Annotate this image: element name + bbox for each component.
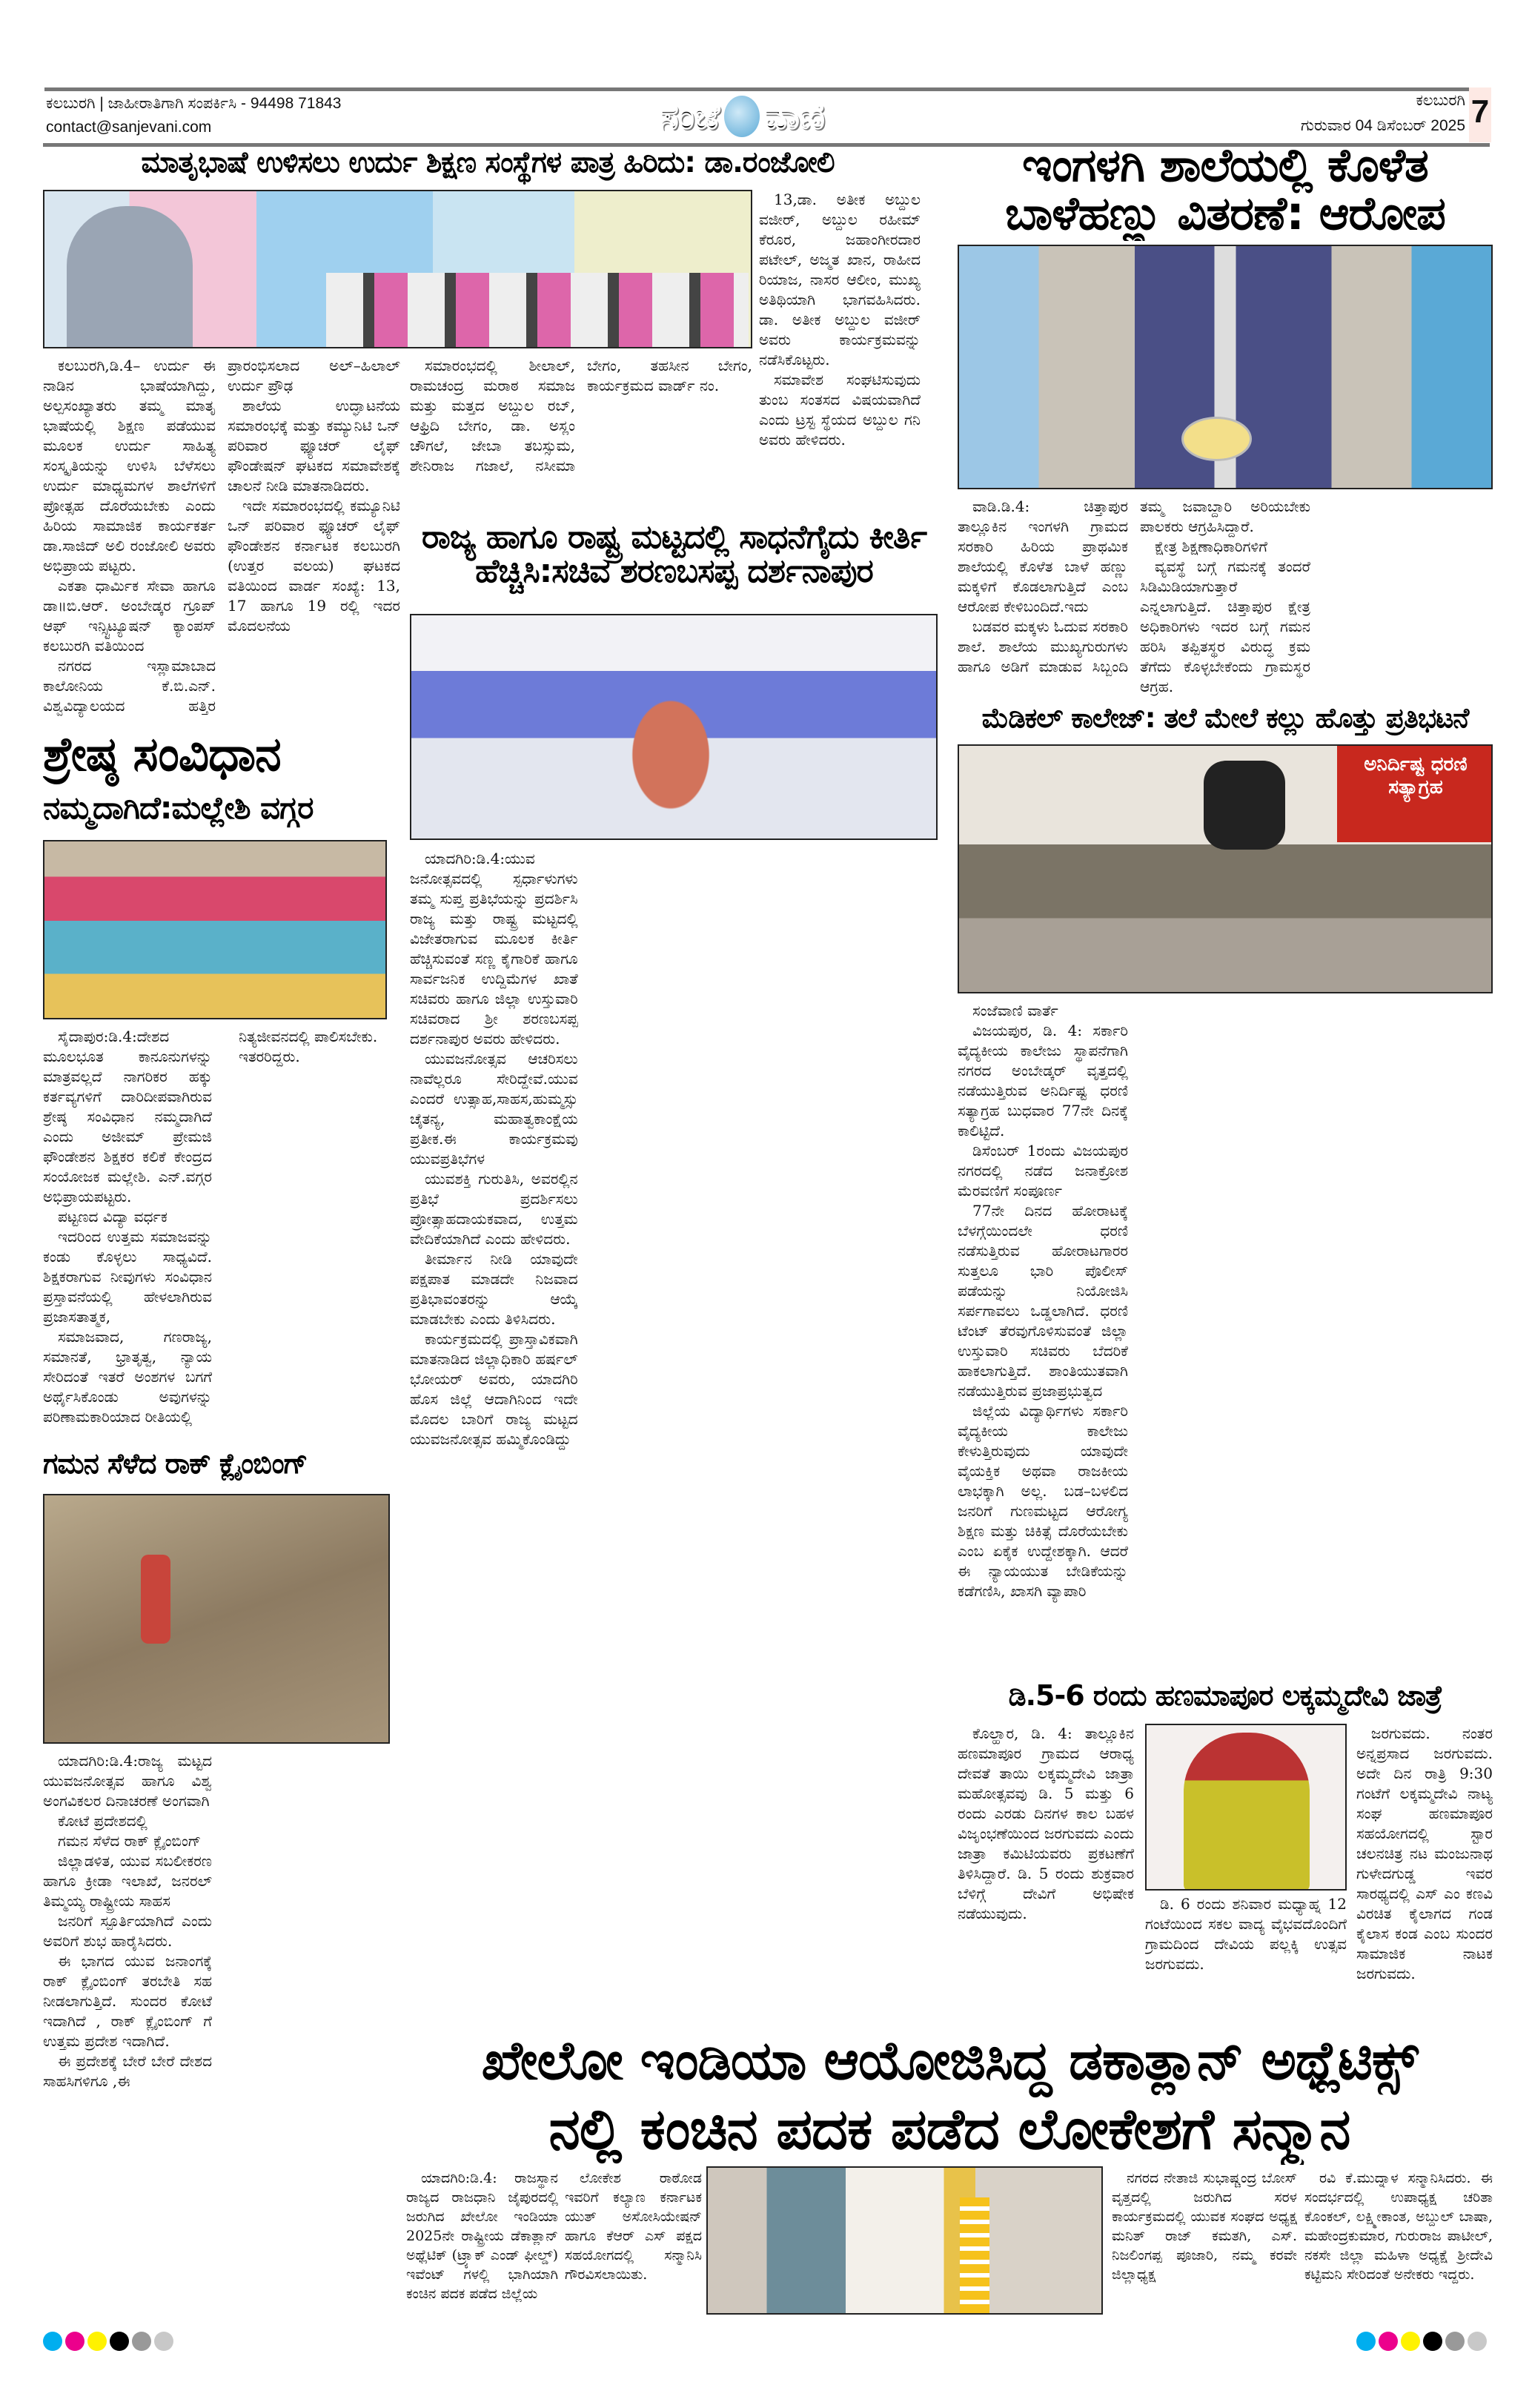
jatre-under [1145, 1894, 1347, 2024]
paragraph: ವ್ಯವಸ್ಥೆ ಬಗ್ಗೆ ಗಮನಕ್ಕೆ ತಂದರೆ ಸಿಡಿಮಿಡಿಯಾಗುತ್ತಾರೆ ಎನ್ನಲಾಗುತ್ತಿದೆ. ಚಿತ್ತಾಪುರ ಕ್ಷೇತ್ರ ಅಧಿಕಾರಿಗಳು ಇದರ ಬಗ್ಗೆ ಗಮನ ಹರಿಸಿ ತಪ್ಪಿತಸ್ಥರ ವಿರುದ್ಧ ಕ್ರಮ ತೆಗೆದು ಕೊಳ್ಳಬೇಕೆಂದು ಗ್ರಾಮಸ್ಥರ ಆಗ್ರಹ. [1140, 558, 1310, 695]
paragraph: ಸಮಾರಂಭದಲ್ಲಿ ಶೀಲಾಲ್, ರಾಮಚಂದ್ರ ಮರಾಠ ಸಮಾಜ ಮತ್ತು ಮತ್ತದ ಅಬ್ದುಲ ರಬ್, ಆಫ್ರಿದಿ ಬೇಗಂ, ಡಾ. ಅಸ್ಲಂ ಚೌಗಲೆ, ಜೇಬಾ ತಬಸ್ಸುಮ, ಶೇನಿರಾಜ ಗಜಾಲೆ, ನಸೀಮಾ ಬೇಗಂ, ತಹಸೀನ ಬೇಗಂ, ಕಾರ್ಯಕ್ರಮದ ವಾರ್ಡ್ ನಂ. [410, 357, 752, 474]
medical-body [958, 1001, 1493, 1676]
paragraph: ನಿತ್ಯಜೀವನದಲ್ಲಿ ಪಾಲಿಸಬೇಕು. [239, 1028, 378, 1045]
registration-dot [132, 2332, 151, 2351]
khelo-col4 [1304, 2169, 1493, 2321]
headline-medical-college: ಮೆಡಿಕಲ್ ಕಾಲೇಜ್: ತಲೆ ಮೇಲೆ ಕಲ್ಲು ಹೊತ್ತು ಪ್ರತಿಭಟನೆ [981, 704, 1469, 734]
climber-figure [141, 1555, 170, 1644]
masthead-logo [660, 90, 825, 142]
paragraph: ಲೋಕೇಶ ರಾಠೋಡ ಇವರಿಗೆ ಕಲ್ಯಾಣ ಕರ್ನಾಟಕ ಯುತ್ ಅಸೋಸಿಯೇಷನ್ ಹಾಗೂ ಕೆಆರ್ ಎಸ್ ಪಕ್ಷದ ಸಹಯೋಗದಲ್ಲಿ ಸನ್ಮಾನಿಸಿ ಗೌರವಿಸಲಾಯಿತು. [565, 2170, 702, 2283]
paragraph: ಪಟ್ಟಣದ ವಿದ್ಯಾ ವರ್ಧಕ [58, 1208, 168, 1226]
page-number: 7 [1469, 87, 1491, 142]
paragraph: ಇದೇ ಸಮಾರಂಭದಲ್ಲಿ ಕಮ್ಯೂನಿಟಿ ಒನ್ ಪರಿವಾರ ಫ್ಯೂಚರ್ ಲೈಫ್ ಫೌಂಡೇಶನ ಕರ್ನಾಟಕ ಕಲಬುರಗಿ (ಉತ್ತರ ವಲಯ) ಘಟಕದ ವತಿಯಿಂದ ವಾರ್ಡ ಸಂಖ್ಯೆ: 13, 17 ಹಾಗೂ 19 ರಲ್ಲಿ ಇದರ ಮೊದಲನೆಯ [228, 497, 400, 635]
khelo-col2 [565, 2169, 702, 2321]
deity-figure [1184, 1733, 1310, 1891]
paragraph: ಡಿಸೆಂಬರ್ 1ರಂದು ವಿಜಯಪುರ ನಗರದಲ್ಲಿ ನಡೆದ ಜನಾಕ್ರೋಶ ಮೆರವಣಿಗೆ ಸಂಪೂರ್ಣ [958, 1142, 1128, 1200]
paragraph: 77ನೇ ದಿನದ ಹೋರಾಟಕ್ಕೆ ಬೆಳಗ್ಗೆಯಿಂದಲೇ ಧರಣಿ ನಡೆಸುತ್ತಿರುವ ಹೋರಾಟಗಾರರ ಸುತ್ತಲೂ ಭಾರಿ ಪೊಲೀಸ್ ಪಡೆಯನ್ನು ನಿಯೋಜಿಸಿ ಸರ್ಪಗಾವಲು ಒಡ್ಡಲಾಗಿದೆ. ಧರಣಿ ಟೆಂಟ್ ತೆರವುಗೊಳಿಸುವಂತೆ ಜಿಲ್ಲಾ ಉಸ್ತುವಾರಿ ಸಚಿವರು ಬೆದರಿಕೆ ಹಾಕಲಾಗುತ್ತಿದೆ. ಶಾಂತಿಯುತವಾಗಿ ನಡೆಯುತ್ತಿರುವ ಪ್ರಜಾಪ್ರಭುತ್ವದ [958, 1202, 1128, 1400]
registration-dot [65, 2332, 84, 2351]
paragraph: ನಗರದ ನೇತಾಜಿ ಸುಭಾಷ್ಚಂದ್ರ ಬೋಸ್ ವೃತ್ತದಲ್ಲಿ ಜರುಗಿದ ಸರಳ ಕಾರ್ಯಕ್ರಮದಲ್ಲಿ ಯುವಕ ಸಂಘದ ಅಧ್ಯಕ್ಷ ಮನಿತ್ ರಾಜ್ ಕಮತಗಿ, ಎಸ್. ನಿಜಲಿಂಗಪ್ಪ ಪೂಜಾರಿ, ನಮ್ಮ ಕರವೇ ಜಿಲ್ಲಾಧ್ಯಕ್ಷ [1112, 2170, 1297, 2283]
paragraph: ಈ ಭಾಗದ ಯುವ ಜನಾಂಗಕ್ಕೆ ರಾಕ್ ಕ್ಲೈಂಬಿಂಗ್ ತರಬೇತಿ ಸಹ ನೀಡಲಾಗುತ್ತಿದೆ. ಸುಂದರ ಕೋಟೆ ಇದಾಗಿದೆ , ರಾಕ್ ಕ್ಲೈಂಬಿಂಗ್ ಗೆ ಉತ್ತಮ ಪ್ರದೇಶ ಇದಾಗಿದೆ. [43, 1952, 212, 2050]
urdu-body-right [410, 356, 752, 513]
paragraph: ಸಮಾಜವಾದ, ಗಣರಾಜ್ಯ, ಸಮಾನತೆ, ಭ್ರಾತೃತ್ವ, ನ್ಯಾಯ ಸೇರಿದಂತೆ ಇತರೆ ಅಂಶಗಳ ಬಗಗೆ ಅರ್ಥೈಸಿಕೊಂಡು ಅವುಗಳನ್ನು ಪರಿಣಾಮಕಾರಿಯಾದ ರೀತಿಯಲ್ಲಿ [43, 1328, 212, 1426]
paragraph: ಕಲಬುರಗಿ,ಡಿ.4– ಉರ್ದು ಈ ನಾಡಿನ ಭಾಷೆಯಾಗಿದ್ದು, ಅಲ್ಪಸಂಖ್ಯಾತರು ತಮ್ಮ ಮಾತೃ ಭಾಷೆಯಲ್ಲಿ ಶಿಕ್ಷಣ ಪಡೆಯುವ ಮೂಲಕ ಉರ್ದು ಸಾಹಿತ್ಯ ಸಂಸ್ಕೃತಿಯನ್ನು ಉಳಿಸಿ ಬೆಳೆಸಲು ಉರ್ದು ಮಾಧ್ಯಮಗಳ ಶಾಲೆಗಳಿಗೆ ಪ್ರೋತ್ಸಹ ದೊರೆಯಬೇಕು ಎಂದು ಹಿರಿಯ ಸಾಮಾಜಿಕ ಕಾರ್ಯಕರ್ತ ಡಾ.ಸಾಜಿದ್ ಅಲಿ ರಂಜೋಲಿ ಅವರು ಅಭಿಪ್ರಾಯ ಪಟ್ಟರು. [43, 357, 216, 575]
paragraph: ಇತರರಿದ್ದರು. [239, 1048, 300, 1065]
photo-khelo-felicitation [706, 2166, 1103, 2315]
logo-text-left: ಸಂಜೆ [660, 95, 720, 137]
paragraph: ಡಿ. 6 ರಂದು ಶನಿವಾರ ಮಧ್ಯಾಹ್ನ 12 ಗಂಟೆಯಿಂದ ಸಕಲ ವಾದ್ಯ ವೈಭವದೊಂದಿಗೆ ಗ್ರಾಮದಿಂದ ದೇವಿಯ ಪಲ್ಲಕ್ಕಿ ಉತ್ಸವ ಜರಗುವದು. [1145, 1895, 1347, 1973]
jatre-right [1356, 1724, 1493, 2024]
paragraph: ಸಂಜೆವಾಣಿ ವಾರ್ತೆ [972, 1002, 1058, 1019]
registration-marks-left [43, 2332, 176, 2354]
headline-samvidhana-2: ನಮ್ಮದಾಗಿದೆ:ಮಲ್ಲೇಶಿ ವಗ್ಗರ [43, 792, 314, 826]
header-city: ಕಲಬುರಗಿ [1416, 92, 1465, 109]
photo-medical-protest [958, 744, 1493, 993]
paragraph: ಕೊಲ್ಹಾರ, ಡಿ. 4: ತಾಲ್ಲೂಕಿನ ಹಣಮಾಪೂರ ಗ್ರಾಮದ ಆರಾಧ್ಯ ದೇವತೆ ತಾಯಿ ಲಕ್ಕಮ್ಮದೇವಿ ಜಾತ್ರಾ ಮಹೋತ್ಸವವು ಡಿ. 5 ಮತ್ತು 6 ರಂದು ಎರಡು ದಿನಗಳ ಕಾಲ ಬಹಳ ವಿಜೃಂಭಣೆಯಿಂದ ಜರಗುವದು ಎಂದು ಜಾತ್ರಾ ಕಮಿಟಿಯವರು ಪ್ರಕಟಣೆಗೆ ತಿಳಿಸಿದ್ದಾರೆ. ಡಿ. 5 ರಂದು ಶುಕ್ರವಾರ ಬೆಳಿಗ್ಗೆ ದೇವಿಗೆ ಅಭಿಷೇಕ ನಡೆಯುವುದು. [958, 1724, 1134, 1922]
paragraph: ಇದರಿಂದ ಉತ್ತಮ ಸಮಾಜವನ್ನು ಕಂಡು ಕೊಳ್ಳಲು ಸಾಧ್ಯವಿದೆ. ಶಿಕ್ಷಕರಾಗುವ ನೀವುಗಳು ಸಂವಿಧಾನ ಪ್ರಸ್ತಾವನೆಯಲ್ಲಿ ಹೇಳಲಾಗಿರುವ ಪ್ರಜಾಸತಾತ್ಮಕ, [43, 1228, 212, 1326]
jatre-left [958, 1724, 1134, 2024]
paragraph: ಸಮಾವೇಶ ಸಂಘಟಿಸುವುದು ತುಂಬ ಸಂತಸದ ವಿಷಯವಾಗಿದೆ ಎಂದು ಟ್ರಸ್ಟ ಸ್ಥೆಯದ ಅಬ್ದುಲ ಗನಿ ಅವರು ಹೇಳಿದರು. [759, 371, 921, 449]
paragraph: ಬಡವರ ಮಕ್ಕಳು ಓದುವ ಸರಕಾರಿ ಶಾಲೆ. ಶಾಲೆಯ ಮುಖ್ಯಗುರುಗಳು ಹಾಗೂ ಅಡಿಗೆ ಮಾಡುವ ಸಿಬ್ಬಂದಿ ತಮ್ಮ ಜವಾಬ್ದಾರಿ ಅರಿಯಬೇಕು ಪಾಲಕರು ಆಗ್ರಹಿಸಿದ್ದಾರೆ. [958, 497, 1310, 675]
paragraph: ಜರಗುವದು. ನಂತರ ಅನ್ನಪ್ರಸಾದ ಜರಗುವದು. ಅದೇ ದಿನ ರಾತ್ರಿ 9:30 ಗಂಟೆಗೆ ಲಕ್ಕಮ್ಮದೇವಿ ನಾಟ್ಯ ಸಂಘ ಹಣಮಾಪೂರ ಸಹಯೋಗದಲ್ಲಿ ಸ್ಟಾರ ಚಲನಚಿತ್ರ ನಟ ಮಂಜುನಾಥ ಗುಳೇದಗುಡ್ಡ ಇವರ ಸಾರಥ್ಯದಲ್ಲಿ ಎಸ್ ಎಂ ಕಣವಿ ವಿರಚಿತ ಕೈಲಾಗದ ಗಂಡ ಕೈಲಾಸ ಕಂಡ ಎಂಬ ಸುಂದರ ಸಾಮಾಜಿಕ ನಾಟಕ ಜರಗುವದು. [1356, 1724, 1493, 1982]
headline-yuvajanotsava: ರಾಜ್ಯ ಹಾಗೂ ರಾಷ್ಟ್ರ ಮಟ್ಟದಲ್ಲಿ ಸಾಧನೆಗೈದು ಕೀರ್ತಿ ಹೆಚ್ಚಿಸಿ:ಸಚಿವ ಶರಣಬಸಪ್ಪ ದರ್ಶನಾಪುರ [421, 520, 927, 591]
paragraph: ರವಿ ಕೆ.ಮುದ್ನಾಳ ಸನ್ಮಾನಿಸಿದರು. ಈ ಸಂದರ್ಭದಲ್ಲಿ ಉಪಾಧ್ಯಕ್ಷ ಚರಿತಾ ಕೊಂಕಲ್, ಲಕ್ಷ್ಮೀಕಾಂತ, ಅಬ್ದುಲ್ ಬಾಷಾ, ಮಹೇಂದ್ರಕುಮಾರ, ಗುರುರಾಜ ಪಾಟೀಲ್, ನಕಸೇ ಜಿಲ್ಲಾ ಮಹಿಳಾ ಅಧ್ಯಕ್ಷೆ ಶ್ರೀದೇವಿ ಕಟ್ಟಿಮನಿ ಸೇರಿದಂತೆ ಅನೇಕರು ಇದ್ದರು. [1304, 2170, 1493, 2283]
paragraph: ಜಿಲ್ಲಾಡಳಿತ, ಯುವ ಸಬಲೀಕರಣ ಹಾಗೂ ಕ್ರೀಡಾ ಇಲಾಖೆ, ಜನರಲ್ ತಿಮ್ಮಯ್ಯ ರಾಷ್ಟ್ರೀಯ ಸಾಹಸ [43, 1852, 212, 1910]
paragraph: ಕ್ಷೇತ್ರ ಶಿಕ್ಷಣಾಧಿಕಾರಿಗಳಿಗೆ [1155, 538, 1267, 555]
registration-dot [154, 2332, 173, 2351]
headline-rock-climbing: ಗಮನ ಸೆಳೆದ ರಾಕ್ ಕ್ಲೈಂಬಿಂಗ್ [43, 1449, 308, 1480]
paragraph: 13,ಡಾ. ಅತೀಕ ಅಬ್ದುಲ ವಜೀರ್, ಅಬ್ದುಲ ರಹೀಮ್ ಕೆರೂರ, ಜಹಾಂಗೀರದಾರ ಪಟೇಲ್, ಅಜ್ಮತ ಖಾನ, ರಾಹೀದ ರಿಯಾಜ, ನಾಸರ ಆಲೀಂ, ಮುಖ್ಯ ಅತಿಥಿಯಾಗಿ ಭಾಗವಹಿಸಿದರು. ಡಾ. ಅತೀಕ ಅಬ್ದುಲ ವಜೀರ್ ಅವರು ಕಾರ್ಯಕ್ರಮವನ್ನು ನಡೆಸಿಕೊಟ್ಟರು. [759, 191, 921, 368]
headline-samvidhana-1: ಶ್ರೇಷ್ಠ ಸಂವಿಧಾನ [43, 730, 281, 782]
urdu-body-left [43, 356, 400, 724]
paragraph: ನಗರದ ಇಸ್ಲಾಮಾಬಾದ ಕಾಲೋನಿಯ ಕೆ.ಬಿ.ಎನ್. ವಿಶ್ವವಿದ್ಯಾಲಯದ ಹತ್ತಿರ ಪ್ರಾರಂಭಿಸಲಾದ ಅಲ್–ಹಿಲಾಲ್ ಉರ್ದು ಪ್ರೌಢ [43, 357, 400, 715]
photo-yuvajanotsava-stage [410, 614, 938, 840]
photo-urdu-event [43, 190, 752, 348]
banana-body [958, 497, 1493, 698]
rock-body [43, 1751, 393, 2318]
speaker-figure [67, 206, 193, 348]
registration-dot [1445, 2332, 1465, 2351]
paragraph: ಶಾಲೆಯ ಉದ್ಘಾಟನೆಯ ಸಮಾರಂಭಕ್ಕೆ ಮತ್ತು ಕಮ್ಯುನಿಟಿ ಒನ್ ಪರಿವಾರ ಫ್ಯೂಚರ್ ಲೈಫ್ ಫೌಂಡೇಷನ್ ಘಟಕದ ಸಮಾವೇಶಕ್ಕೆ ಚಾಲನೆ ನೀಡಿ ಮಾತನಾಡಿದರು. [228, 397, 400, 494]
protest-banner: ಅನಿರ್ದಿಷ್ಟ ಧರಣಿ ಸತ್ಯಾಗ್ರಹ [1337, 746, 1493, 842]
paragraph: ವಾಡಿ.ಡಿ.4: ಚಿತ್ತಾಪುರ ತಾಲ್ಲೂಕಿನ ಇಂಗಳಗಿ ಗ್ರಾಮದ ಸರಕಾರಿ ಹಿರಿಯ ಪ್ರಾಥಮಿಕ ಶಾಲೆಯಲ್ಲಿ ಕೊಳೆತ ಬಾಳೆ ಹಣ್ಣು ಮಕ್ಕಳಿಗೆ ಕೊಡಲಾಗುತ್ತಿದೆ ಎಂಬ ಆರೋಪ ಕೇಳಿಬಂದಿದೆ.ಇದು [958, 497, 1128, 615]
urdu-side-column [759, 190, 921, 513]
paragraph: ಕಾರ್ಯಕ್ರಮದಲ್ಲಿ ಪ್ರಾಸ್ತಾವಿಕವಾಗಿ ಮಾತನಾಡಿದ ಜಿಲ್ಲಾಧಿಕಾರಿ ಹರ್ಷಲ್ ಭೋಯರ್ ಅವರು, ಯಾದಗಿರಿ ಹೊಸ ಜಿಲ್ಲೆ ಆದಾಗಿನಿಂದ ಇದೇ ಮೊದಲ ಬಾರಿಗೆ ರಾಜ್ಯ ಮಟ್ಟದ ಯುವಜನೋತ್ಸವ ಹಮ್ಮಿಕೊಂಡಿದ್ದು [410, 1330, 578, 1448]
photo-school-children [958, 245, 1493, 489]
fist-icon [1204, 761, 1285, 850]
header-date: ಗುರುವಾರ 04 ಡಿಸೆಂಬರ್ 2025 [1300, 117, 1465, 134]
paragraph: ಜನರಿಗೆ ಸ್ಪೂರ್ತಿಯಾಗಿದೆ ಎಂದು ಅವರಿಗೆ ಶುಭ ಹಾರೈಸಿದರು. [43, 1912, 212, 1950]
paragraph: ಯಾದಗಿರಿ:ಡಿ.4:ರಾಜ್ಯ ಮಟ್ಟದ ಯುವಜನೋತ್ಸವ ಹಾಗೂ ವಿಶ್ವ ಅಂಗವಿಕಲರ ದಿನಾಚರಣೆ ಅಂಗವಾಗಿ [43, 1752, 212, 1810]
paragraph: ಕೋಟೆ ಪ್ರದೇಶದಲ್ಲಿ [58, 1812, 147, 1830]
garland [960, 2197, 989, 2315]
paragraph: ಈ ಪ್ರದೇಶಕ್ಕೆ ಬೇರೆ ಬೇರೆ ದೇಶದ ಸಾಹಸಿಗಳಿಗೂ ,ಈ [43, 2052, 212, 2090]
registration-dot [43, 2332, 62, 2351]
paragraph: ವಿಜಯಪುರ, ಡಿ. 4: ಸರ್ಕಾರಿ ವೈದ್ಯಕೀಯ ಕಾಲೇಜು ಸ್ಥಾಪನೆಗಾಗಿ ನಗರದ ಅಂಬೇಡ್ಕರ್ ವೃತ್ತದಲ್ಲಿ ನಡೆಯುತ್ತಿರುವ ಅನಿರ್ದಿಷ್ಟ ಧರಣಿ ಸತ್ಯಾಗ್ರಹ ಬುಧವಾರ 77ನೇ ದಿನಕ್ಕೆ ಕಾಲಿಟ್ಟಿದೆ. [958, 1022, 1128, 1140]
audience-row [326, 273, 749, 348]
headline-khelo-2: ನಲ್ಲಿ ಕಂಚಿನ ಪದಕ ಪಡೆದ ಲೋಕೇಶಗೆ ಸನ್ಮಾನ [548, 2100, 1350, 2162]
registration-dot [1423, 2332, 1442, 2351]
registration-dot [87, 2332, 107, 2351]
header-email[interactable]: contact@sanjevani.com [46, 119, 212, 136]
registration-dot [1401, 2332, 1420, 2351]
globe-icon [724, 96, 760, 137]
header-contact-line: ಕಲಬುರಗಿ | ಜಾಹೀರಾತಿಗಾಗಿ ಸಂಪರ್ಕಿಸಿ - 94498 71843 [46, 95, 342, 112]
photo-lakkammadevi [1145, 1724, 1347, 1891]
paragraph: ಜಿಲ್ಲೆಯ ವಿದ್ಯಾರ್ಥಿಗಳು ಸರ್ಕಾರಿ ವೈದ್ಯಕೀಯ ಕಾಲೇಜು ಕೇಳುತ್ತಿರುವುದು ಯಾವುದೇ ವೈಯಕ್ತಿಕ ಅಥವಾ ರಾಜಕೀಯ ಲಾಭಕ್ಕಾಗಿ ಅಲ್ಲ. ಬಡ–ಬಳಲಿದ ಜನರಿಗೆ ಗುಣಮಟ್ಟದ ಆರೋಗ್ಯ ಶಿಕ್ಷಣ ಮತ್ತು ಚಿಕಿತ್ಸೆ ದೊರೆಯಬೇಕು ಎಂಬ ಏಕೈಕ ಉದ್ದೇಶಕ್ಕಾಗಿ. ಆದರೆ ಈ ನ್ಯಾಯಯುತ ಬೇಡಿಕೆಯನ್ನು ಕಡೆಗಣಿಸಿ, ಖಾಸಗಿ ವ್ಯಾಪಾರಿ [958, 1402, 1128, 1600]
registration-dot [1468, 2332, 1487, 2351]
human-pyramid [582, 630, 760, 838]
paragraph: ಗಮನ ಸೆಳೆದ ರಾಕ್ ಕ್ಲೈಂಬಿಂಗ್ [58, 1832, 202, 1850]
paragraph: ಸೈದಾಪುರ:ಡಿ.4:ದೇಶದ ಮೂಲಭೂತ ಕಾನೂನುಗಳನ್ನು ಮಾತ್ರವಲ್ಲದೆ ನಾಗರಿಕರ ಹಕ್ಕು ಕರ್ತವ್ಯಗಳಿಗೆ ದಾರಿದೀಪವಾಗಿರುವ ಶ್ರೇಷ್ಠ ಸಂವಿಧಾನ ನಮ್ಮದಾಗಿದೆ ಎಂದು ಅಜೀಮ್ ಪ್ರೇಮಜಿ ಫೌಂಡೇಶನ ಶಿಕ್ಷಕರ ಕಲಿಕೆ ಕೇಂದ್ರದ ಸಂಯೋಜಕ ಮಲ್ಲೇಶಿ. ಎನ್.ವಗ್ಗರ ಅಭಿಪ್ರಾಯಪಟ್ಟರು. [43, 1028, 212, 1205]
headline-khelo-1: ಖೇಲೋ ಇಂಡಿಯಾ ಆಯೋಜಿಸಿದ್ದ ಡಕಾತ್ಲಾನ್ ಅಥ್ಲೆಟಿಕ್ಸ್ [481, 2033, 1418, 2091]
headline-urdu: ಮಾತೃಭಾಷೆ ಉಳಿಸಲು ಉರ್ದು ಶಿಕ್ಷಣ ಸಂಸ್ಥೆಗಳ ಪಾತ್ರ ಹಿರಿದು: ಡಾ.ರಂಜೋಲಿ [141, 148, 835, 179]
khelo-col1 [406, 2169, 558, 2321]
photo-samvidhana-group [43, 840, 387, 1019]
bowl-of-bananas [1181, 417, 1252, 461]
paragraph: ಯಾದಗಿರಿ:ಡಿ.4: ರಾಜಸ್ಥಾನ ರಾಜ್ಯದ ರಾಜಧಾನಿ ಜೈಪುರದಲ್ಲಿ ಜರುಗಿದ ಖೇಲೋ ಇಂಡಿಯಾ 2025ನೇ ರಾಷ್ಟ್ರೀಯ ಡೆಕಾತ್ಲಾನ್ ಅಥ್ಲೆಟಿಕ್ (ಟ್ರ್ಯಾಕ್ ಎಂಡ್ ಫೀಲ್ಡ್) ಇವೆಂಟ್ ಗಳಲ್ಲಿ ಭಾಗಿಯಾಗಿ ಕಂಚಿನ ಪದಕ ಪಡೆದ ಜಿಲ್ಲೆಯ [406, 2170, 558, 2302]
logo-text-right: ವಾಣಿ [763, 95, 825, 137]
photo-rock-climbing [43, 1494, 390, 1744]
samvidhana-body [43, 1027, 393, 1442]
registration-marks-right [1356, 2332, 1490, 2354]
registration-dot [1379, 2332, 1398, 2351]
yuvajanotsava-body [410, 849, 938, 2024]
registration-dot [110, 2332, 129, 2351]
paragraph: ಯುವಜನೋತ್ಸವ ಆಚರಿಸಲು ನಾವೆಲ್ಲರೂ ಸೇರಿದ್ದೇವೆ.ಯುವ ಎಂದರೆ ಉತ್ಸಾಹ,ಸಾಹಸ,ಹುಮ್ಮಸ್ಸು ಚೈತನ್ಯ, ಮಹಾತ್ವಕಾಂಕ್ಷೆಯ ಪ್ರತೀಕ.ಈ ಕಾರ್ಯಕ್ರಮವು ಯುವಪ್ರತಿಭೆಗಳ [410, 1050, 578, 1168]
paragraph: ತೀರ್ಮಾನ ನೀಡಿ ಯಾವುದೇ ಪಕ್ಷಪಾತ ಮಾಡದೇ ನಿಜವಾದ ಪ್ರತಿಭಾವಂತರನ್ನು ಆಯ್ಕೆ ಮಾಡಬೇಕು ಎಂದು ತಿಳಿಸಿದರು. [410, 1250, 578, 1328]
khelo-col3 [1112, 2169, 1297, 2321]
paragraph: ಯುವಶಕ್ತಿ ಗುರುತಿಸಿ, ಅವರಲ್ಲಿನ ಪ್ರತಿಭೆ ಪ್ರದರ್ಶಿಸಲು ಪ್ರೋತ್ಸಾಹದಾಯಕವಾದ, ಉತ್ತಮ ವೇದಿಕೆಯಾಗಿದೆ ಎಂದು ಹೇಳಿದರು. [410, 1170, 578, 1248]
paragraph: ಯಾದಗಿರಿ:ಡಿ.4:ಯುವ ಜನೋತ್ಸವದಲ್ಲಿ ಸ್ಪರ್ಧಾಳುಗಳು ತಮ್ಮ ಸುಪ್ತ ಪ್ರತಿಭೆಯನ್ನು ಪ್ರದರ್ಶಿಸಿ ರಾಜ್ಯ ಮತ್ತು ರಾಷ್ಟ್ರ ಮಟ್ಟದಲ್ಲಿ ವಿಜೇತರಾಗುವ ಮೂಲಕ ಕೀರ್ತಿ ಹೆಚ್ಚಿಸುವಂತೆ ಸಣ್ಣ ಕೈಗಾರಿಕೆ ಹಾಗೂ ಸಾರ್ವಜನಿಕ ಉದ್ದಿಮೆಗಳ ಖಾತೆ ಸಚಿವರು ಹಾಗೂ ಜಿಲ್ಲಾ ಉಸ್ತುವಾರಿ ಸಚಿವರಾದ ಶ್ರೀ ಶರಣಬಸಪ್ಪ ದರ್ಶನಾಪುರ ಅವರು ಹೇಳಿದರು. [410, 850, 578, 1048]
headline-banana: ಇಂಗಳಗಿ ಶಾಲೆಯಲ್ಲಿ ಕೊಳೆತ ಬಾಳೆಹಣ್ಣು ವಿತರಣೆ: ಆರೋಪ [1005, 141, 1445, 241]
registration-dot [1356, 2332, 1376, 2351]
headline-jatre: ಡಿ.5-6 ರಂದು ಹಣಮಾಪೂರ ಲಕ್ಕಮ್ಮದೇವಿ ಜಾತ್ರೆ [1008, 1681, 1442, 1712]
paragraph: ಎಕತಾ ಧಾರ್ಮಿಕ ಸೇವಾ ಹಾಗೂ ಡಾ॥ಬಿ.ಆರ್. ಅಂಬೇಡ್ಕರ ಗ್ರೂಪ್ ಆಫ್ ಇನ್ಸ್ಟಿಟ್ಯೂಷನ್ ಕ್ಯಾಂಪಸ್ ಕಲಬುರಗಿ ವತಿಯಿಂದ [43, 577, 216, 655]
